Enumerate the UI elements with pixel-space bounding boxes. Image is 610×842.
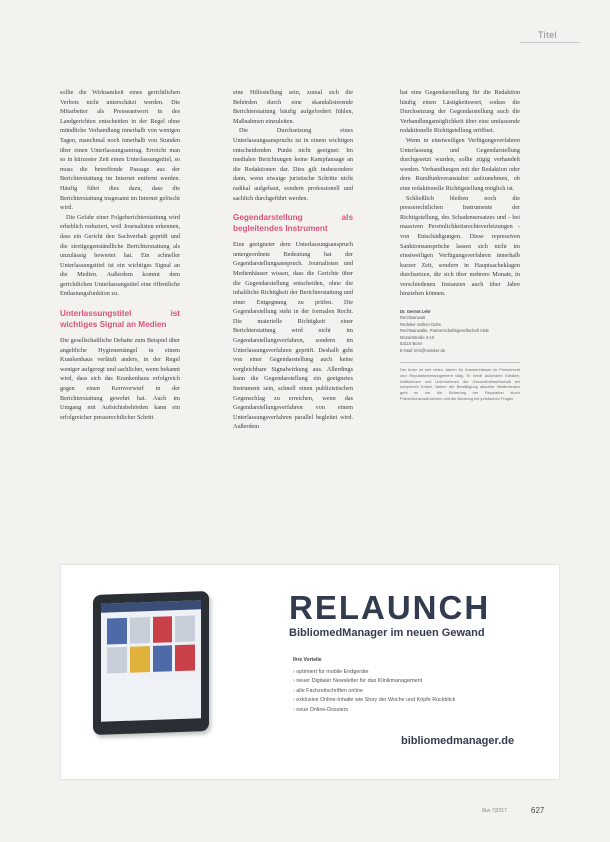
text-column-1 bbox=[60, 88, 180, 422]
magazine-cover bbox=[175, 615, 195, 642]
list-item: › optimiert für mobile Endgeräte bbox=[293, 668, 455, 677]
paragraph: sollte die Wirksamkeit eines gerichtlichen Verbots nicht unterschätzt werden. Die Mitarbeiter als Presseantwort in des Landgerichten entscheiden in der Regel ohne mündliche Verhandlung innerhalb von wenigen Tagen, manchmal noch innerhalb von Stunden über einen Unterlassungsantrag. Erreicht man so in kürzester Zeit einen Unterlassungstitel, so muss die betreffende Passage aus der Berichterstattung im Internet entfernt werden. Häufig führt dies dazu, dass die Berichterstattung insgesamt im Internet gelöscht wird. bbox=[60, 89, 180, 212]
author-line: Redeker Sellner Dahs bbox=[400, 321, 441, 327]
paragraph: hat eine Gegendarstellung für die Redaktion häufig einen Lästigkeitswert, sodass die Durchsetzung der Gegendarstellung auch die Verhandlungsmöglichkeit über eine umfassende redaktionelle Richtigstellung eröffnet. bbox=[400, 89, 520, 135]
paragraph: Die gesellschaftliche Debatte zum Beispiel über angebliche Hygienemängel in einem Krankenhaus verläuft anders, in der Regel weniger aufgeregt und sachlicher, wenn bekannt wird, dass sich das Krankenhaus erfolgreich gegen einen Kernvorwurf in der Berichterstattung gewehrt hat. Auch im Umgang mit Aufsichtsbehörden kann ein erfolgreicher presserechtlicher Schritt bbox=[60, 337, 180, 421]
ad-subtitle: BibliomedManager im neuen Gewand bbox=[289, 627, 485, 639]
header-rule bbox=[520, 42, 580, 43]
subheading: Unterlassungstitel ist wichtiges Signal an Medien bbox=[60, 309, 180, 329]
list-item: › neue Online-Dossiers bbox=[293, 706, 455, 715]
ad-list-heading: Ihre Vorteile bbox=[293, 657, 322, 663]
tablet-illustration bbox=[93, 591, 209, 735]
page-number: 627 bbox=[531, 806, 545, 815]
text-column-2 bbox=[233, 88, 353, 432]
magazine-cover bbox=[153, 616, 173, 643]
magazine-cover bbox=[130, 646, 150, 673]
author-line: Mozartstraße 4-10 bbox=[400, 334, 435, 340]
ad-title: RELAUNCH bbox=[289, 589, 491, 626]
list-item: › exklusive Online-Inhalte wie Story der Woche und Köpfe Rückblick bbox=[293, 696, 455, 705]
paragraph: Die Gefahr einer Folgeberichterstattung wird erheblich reduziert, weil Journalisten erkennen, dass ein Gericht den Sachverhalt geprüft und die streitgegenständliche Berichterstattung als unzulässig bewertet hat. Ein schneller Unterlassungstitel ist ein wichtiges Signal an die Medien. Außerdem kommt dem gerichtlichen Unterlassungstitel eine öffentliche Entlastungsfunktion zu. bbox=[60, 213, 180, 298]
magazine-cover bbox=[130, 617, 150, 644]
subheading: Gegendarstellung als begleitendes Instrument bbox=[233, 213, 353, 233]
text-column-3 bbox=[400, 88, 520, 402]
tablet-screen bbox=[101, 600, 201, 721]
divider bbox=[400, 362, 520, 363]
magazine-grid bbox=[101, 609, 201, 679]
author-line: Rechtsanwalt bbox=[400, 315, 426, 321]
magazine-cover bbox=[107, 618, 127, 645]
advertisement bbox=[60, 564, 560, 780]
list-item: › neuer Digitaler Newsletter für das Klinikmanagement bbox=[293, 677, 455, 686]
author-name: Dr. Gernot Lehr bbox=[400, 309, 431, 315]
author-box bbox=[400, 309, 520, 354]
author-note: Der Autor ist seit vielen Jahren für Krankenhäuser im Presserecht und Reputationsmanagement tätig. Er berät außerdem Kliniken, Institutionen und Unternehmen der Gesundheitswirtschaft bei komplexen Krisen. Neben der Bewältigung aktueller Medienkrisen geht es um die Sicherung der Reputation durch Präventionsmaßnahmen und die Beratung bei juristischen Fragen. bbox=[400, 366, 520, 401]
list-item: › alle Fachzeitschriften online bbox=[293, 687, 455, 696]
paragraph: Schließlich bleiben noch die presserechtlichen Instrumente der Richtigstellung, des Schadensersatzes und - bei massiven Persönlichkeitsrechtsverletzungen - von Entschädigungen. Diese repressiven Sanktionsansprüche lassen sich nicht im einstweiligen Verfügungsverfahren innerhalb kurzer Zeit, sondern in Hauptsacheklagen durchsetzen, die sich über mehrere Monate, in verschiedenen Instanzen auch über Jahre hinziehen können. bbox=[400, 194, 520, 298]
paragraph: eine Hilfestellung sein, zumal sich die Behörden durch eine skandalisierende Berichterstattung häufig aufgefordert fühlen, Maßnahmen einzuleiten. bbox=[233, 89, 353, 125]
section-title: Titel bbox=[538, 30, 558, 40]
magazine-cover bbox=[107, 647, 127, 674]
ad-benefits-list bbox=[293, 668, 455, 715]
paragraph: Die Durchsetzung eines Unterlassungsanspruchs ist in einem wichtigen entscheidenden Punkt nicht geeignet: Im medialen Berichtungen keine Kampfansage an die Redaktionen dar. Dies gilt insbesondere dann, wenn etwaige juristische Schritte nicht radikal aufgebaut, sondern professionell und sachlich durchgeführt werden. bbox=[233, 127, 353, 202]
issue-label: f&w 7|2017 bbox=[482, 808, 507, 814]
author-line: 53115 Bonn bbox=[400, 341, 423, 347]
paragraph: Eine geeigneter dem Unterlassungsanspruch untergeordnete Bedeutung hat der Gegendarstellungsanspruch. Journalisten und Medienhäuser wissen, dass die Gerichte über die Gegendarstellung entscheiden, ohne die inhaltliche Richtigkeit der Berichterstattung und einer Entgegnung zu prüfen. Die Gegendarstellung steht in der formalen Recht. Die materielle Richtigkeit einer Berichterstattung wird nicht im Gegendarstellungsverfahren, sondern im Unterlassungsverfahren geprüft. Deshalb geht von einer Gegendarstellung auch keine vergleichbare Signalwirkung aus. Allerdings kann die Gegendarstellung ein geeignetes Instrument sein, schnell einen publizistischen Gegenschlag zu erreichen, wenn das Gegendarstellungsverfahren von einem Unterlassungsverfahren parallel begleitet wird. Außerdem bbox=[233, 241, 353, 431]
magazine-cover bbox=[153, 645, 173, 672]
ad-url: bibliomedmanager.de bbox=[401, 735, 515, 747]
author-email: E-Mail: lehr@redeker.de bbox=[400, 347, 446, 353]
magazine-cover bbox=[175, 644, 195, 671]
paragraph: Wenn in einstweiligen Verfügungsverfahren Unterlassung und Gegendarstellung durchgesetzt wurden, sollte zügig verhandelt werden. Verhandlungen mit der Redaktion oder dem Rundfunkveranstalter aufzunehmen, ob eine redaktionelle Richtigstellung möglich ist. bbox=[400, 136, 520, 192]
author-line: Rechtsanwälte, Partnerschaftsgesellschaft mbB bbox=[400, 328, 489, 334]
